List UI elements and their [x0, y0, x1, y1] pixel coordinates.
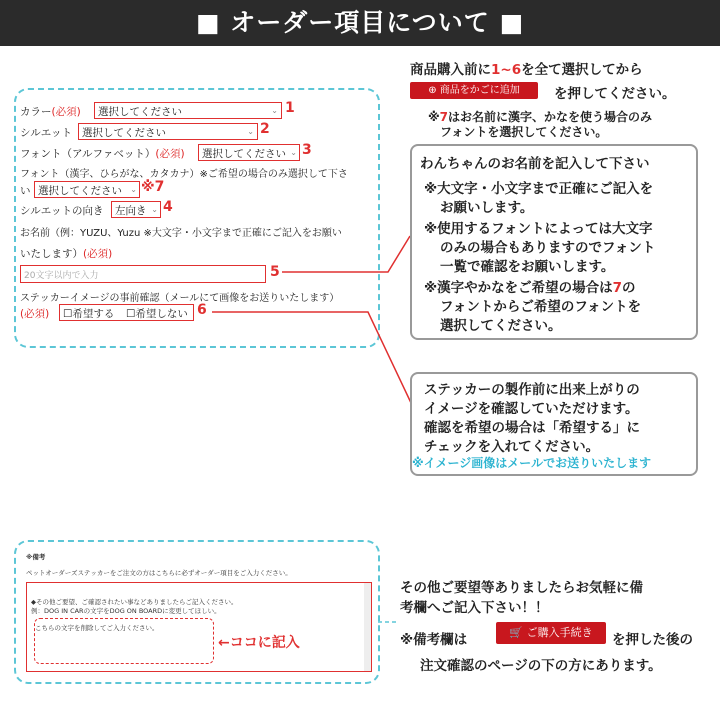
color-select[interactable]: 選択してください ⌄ [94, 102, 282, 119]
marker-2: 2 [260, 121, 270, 137]
marker-3: 3 [302, 142, 312, 158]
remarks-side-line: ※備考欄は [400, 632, 468, 648]
chevron-down-icon: ⌄ [151, 205, 158, 214]
remarks-text-line: こちらの文字を削除してご入力ください。 [35, 624, 159, 632]
name-box-line: ※使用するフォントによっては大文字 [424, 221, 653, 237]
write-here-label: ←ココに記入 [218, 635, 300, 651]
wish-yes-checkbox[interactable]: ☐希望する [63, 308, 115, 320]
font-alpha-label: フォント（アルファベット）(必須) [20, 148, 185, 160]
chevron-down-icon: ⌄ [290, 148, 297, 157]
sticker-box-line: チェックを入れてください。 [424, 439, 600, 455]
name-box-line: フォントからご希望のフォントを [440, 299, 642, 315]
marker-6: 6 [197, 302, 207, 318]
remarks-text-line: ◆その他ご要望、ご確認されたい事などありましたらご記入ください。 [31, 598, 238, 606]
scrollbar[interactable] [364, 583, 371, 671]
silhouette-label: シルエット [20, 127, 73, 139]
name-box-line: お願いします。 [440, 200, 534, 216]
marker-5: 5 [270, 264, 280, 280]
wish-no-checkbox[interactable]: ☐希望しない [126, 308, 188, 320]
chevron-down-icon: ⌄ [247, 127, 254, 136]
font-kanji-label: フォント（漢字、ひらがな、カタカナ）※ご希望の場合のみ選択して下さ [20, 169, 348, 180]
remarks-title: ※備考 [26, 553, 46, 561]
font-kanji-label-cont: い [20, 185, 31, 197]
sticker-box-line: 確認を希望の場合は「希望する」に [424, 420, 640, 436]
checkout-button[interactable]: 🛒 ご購入手続き [496, 622, 606, 644]
intro-line1: 商品購入前に1~6を全て選択してから [410, 62, 643, 78]
sticker-required: (必須) [20, 308, 50, 320]
remarks-side-line: その他ご要望等ありましたらお気軽に備 [400, 580, 643, 596]
cart-icon: 🛒 [509, 626, 524, 639]
add-to-cart-button[interactable]: ⊕ 商品をかごに追加 [410, 82, 538, 99]
name-label: お名前（例：YUZU、Yuzu ※大文字・小文字まで正確にご記入をお願い [20, 228, 342, 239]
font-kanji-select[interactable]: 選択してください ⌄ [34, 181, 140, 198]
name-box-line: ※大文字・小文字まで正確にご記入を [424, 181, 654, 197]
page-title: ■ オーダー項目について ■ [195, 8, 525, 37]
remarks-side-line: 考欄へご記入下さい！！ [400, 600, 549, 616]
remarks-text-line: 例：DOG IN CARの文字をDOG ON BOARDに変更してほしい。 [31, 607, 221, 615]
remarks-desc: ペットオーダーズステッカーをご注文の方はこちらに必ずオーダー項目をご入力ください。 [26, 569, 292, 577]
chevron-down-icon: ⌄ [130, 185, 137, 194]
note7-line2: フォントを選択してください。 [440, 125, 608, 139]
name-label-cont: いたします）(必須) [20, 248, 113, 260]
marker-1: 1 [285, 100, 295, 116]
chevron-down-icon: ⌄ [271, 106, 278, 115]
name-box-line: ※漢字やかなをご希望の場合は7の [424, 280, 636, 296]
sticker-label: ステッカーイメージの事前確認（メールにて画像をお送りいたします） [20, 293, 340, 304]
direction-select[interactable]: 左向き ⌄ [111, 201, 161, 218]
marker-4: 4 [163, 199, 173, 215]
plus-circle-icon: ⊕ [428, 85, 437, 96]
direction-label: シルエットの向き [20, 205, 104, 217]
entry-area-highlight [34, 618, 214, 664]
note7-line1: ※7はお名前に漢字、かなを使う場合のみ [428, 110, 653, 124]
silhouette-select[interactable]: 選択してください ⌄ [78, 123, 258, 140]
sticker-box-note: ※イメージ画像はメールでお送りいたします [412, 456, 652, 470]
name-box-line: 選択してください。 [440, 318, 562, 334]
marker-7: ※7 [141, 179, 165, 195]
name-box-line: のみの場合もありますのでフォント [440, 240, 656, 256]
sticker-box-line: ステッカーの製作前に出来上がりの [424, 382, 640, 398]
remarks-side-line: 注文確認のページの下の方にあります。 [420, 658, 662, 674]
name-box-title: わんちゃんのお名前を記入して下さい [420, 156, 650, 172]
sticker-box-line: イメージを確認していただけます。 [424, 401, 639, 417]
remarks-side-line: を押した後の [612, 632, 693, 648]
font-alpha-select[interactable]: 選択してください ⌄ [198, 144, 300, 161]
name-box-line: 一覧で確認をお願いします。 [440, 259, 615, 275]
name-input[interactable]: 20文字以内で入力 [20, 265, 266, 283]
intro-line2: を押してください。 [554, 86, 676, 102]
color-label: カラー(必須) [20, 106, 81, 118]
